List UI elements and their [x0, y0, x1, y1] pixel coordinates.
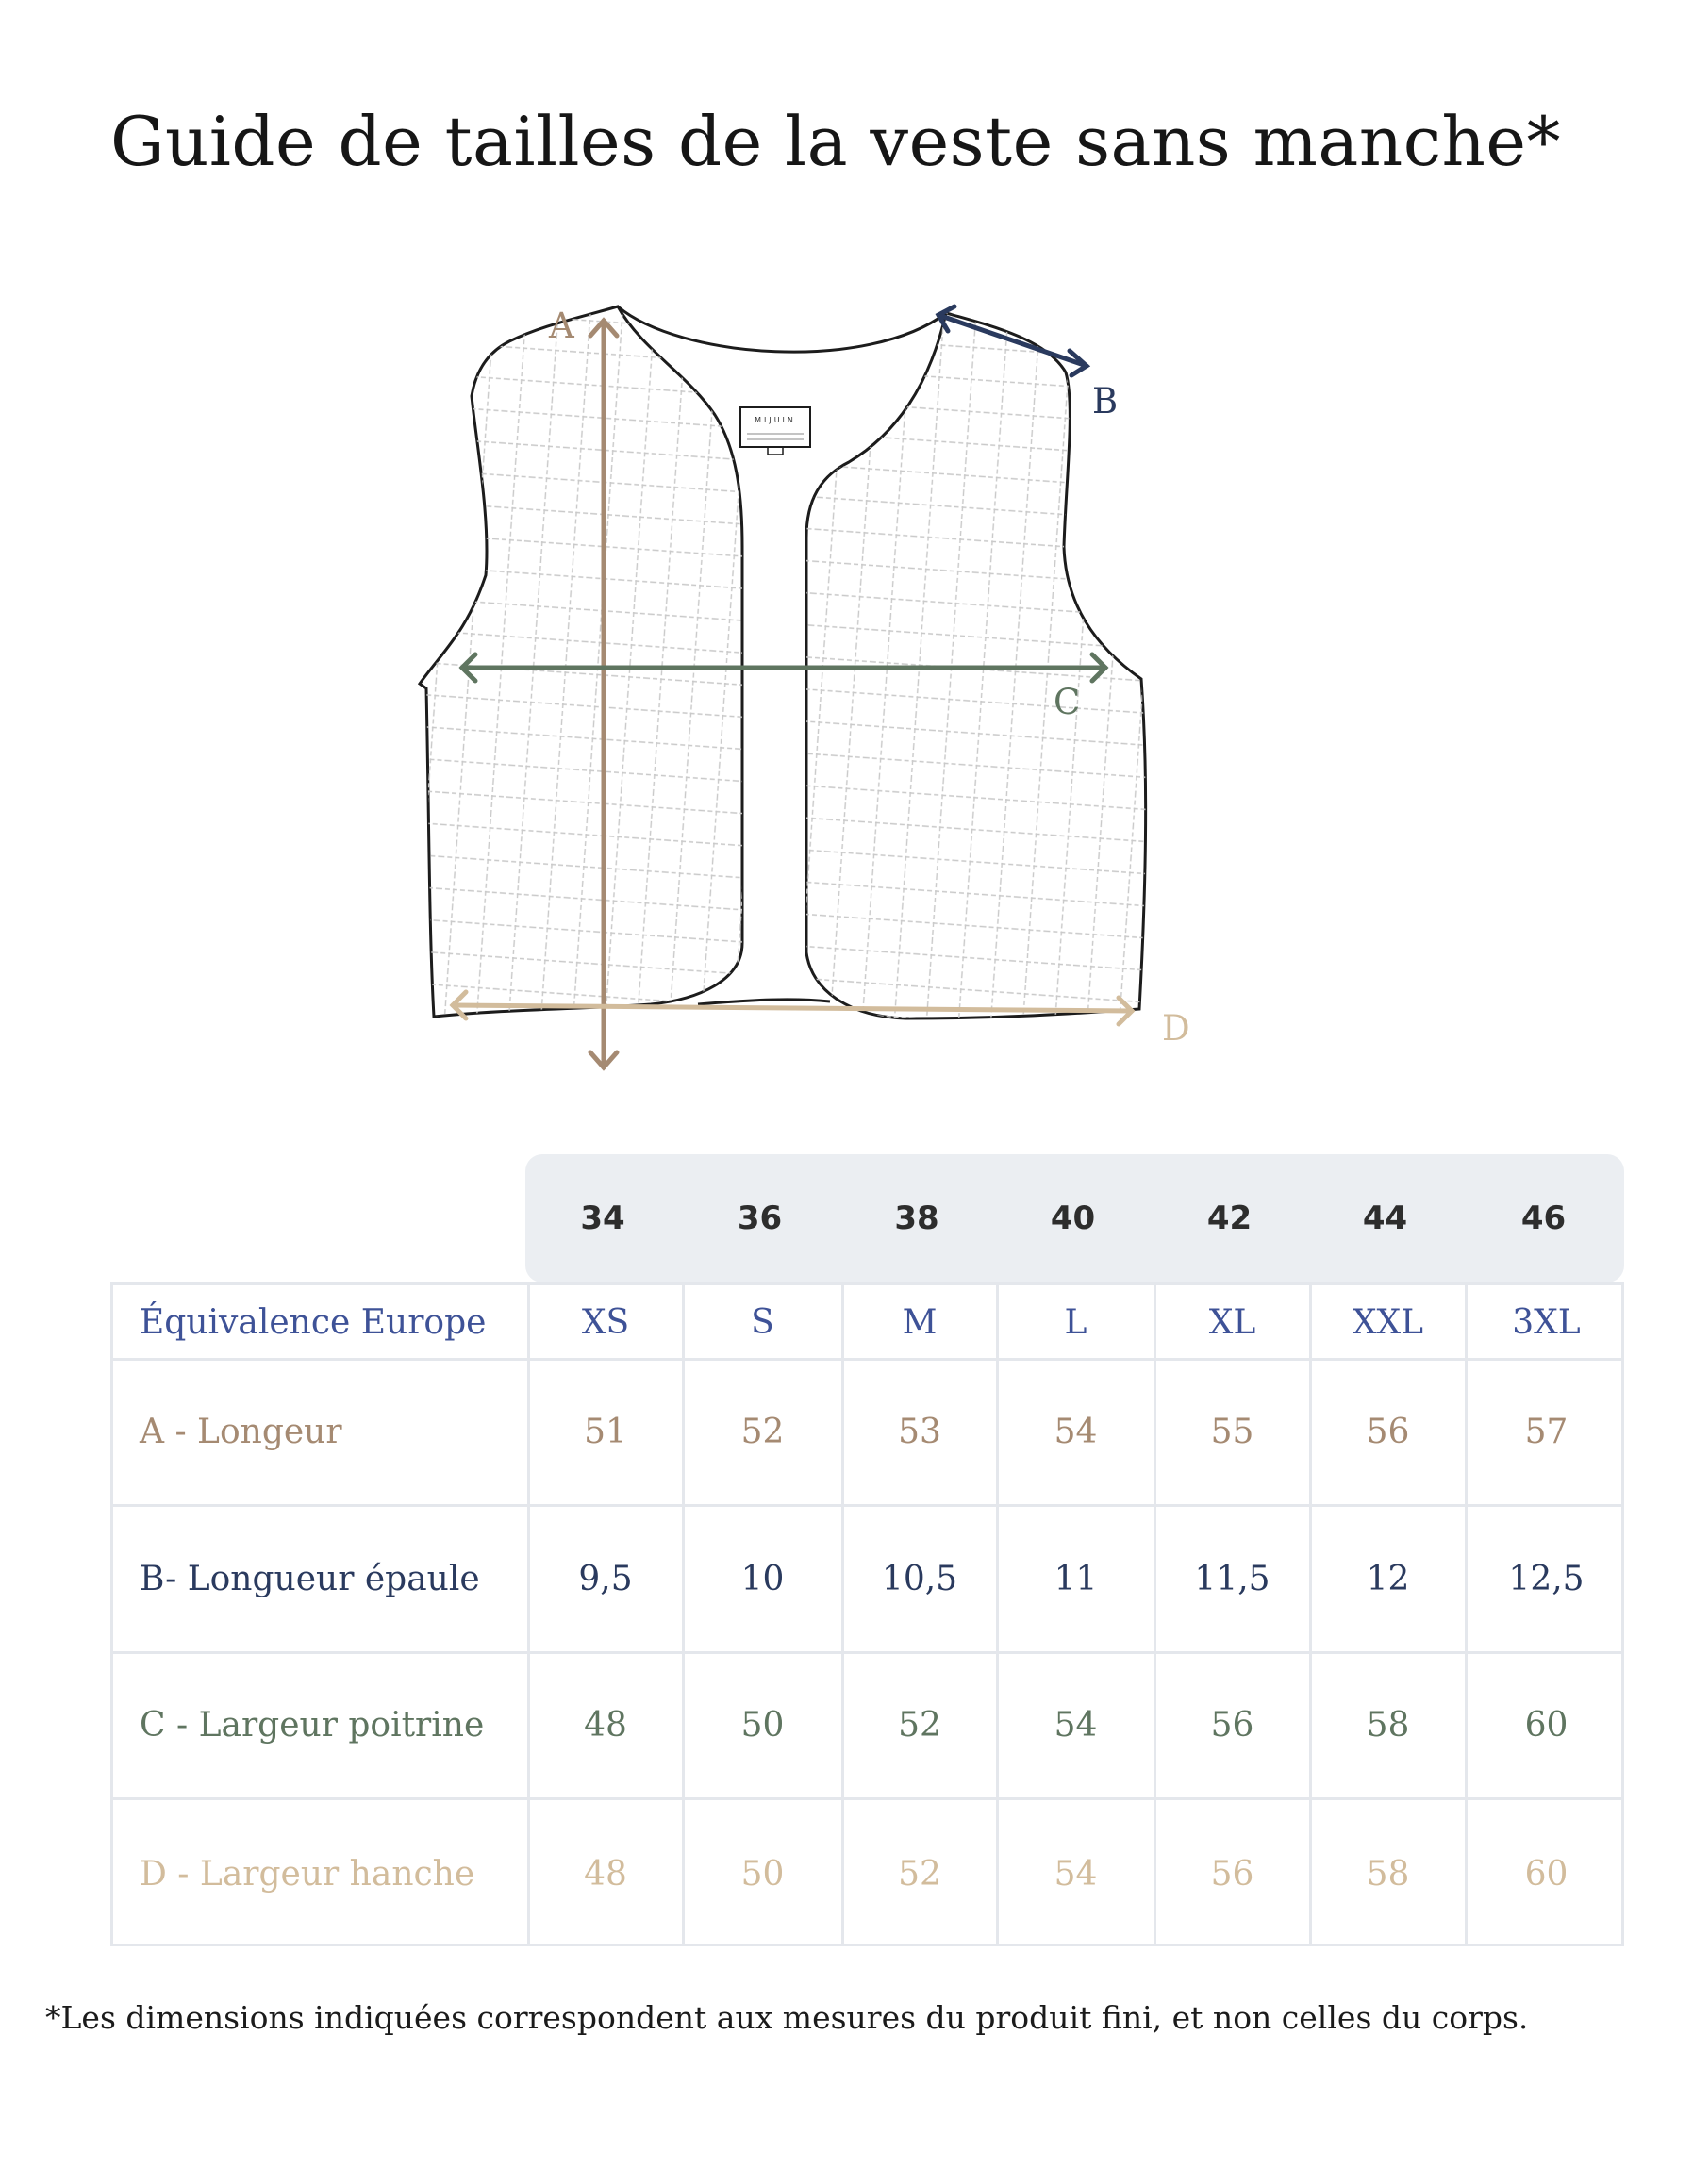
table-cell: 54 — [1054, 1854, 1098, 1894]
table-cell: 48 — [584, 1706, 627, 1745]
size-header-44: 44 — [1362, 1200, 1408, 1237]
footnote: *Les dimensions indiquées correspondent aux mesures du produit fini, et non celles du corps. — [45, 1999, 1529, 2036]
size-header-42: 42 — [1206, 1200, 1253, 1237]
label-a: A — [549, 306, 574, 346]
table-cell: 58 — [1366, 1854, 1410, 1894]
back-neckline — [618, 306, 946, 352]
row-label: D - Largeur hanche — [140, 1854, 475, 1894]
back-hem — [698, 1000, 830, 1004]
label-c: C — [1054, 682, 1081, 722]
table-cell: 11 — [1054, 1559, 1098, 1598]
table-cell: S — [751, 1302, 774, 1342]
table-cell: 10 — [740, 1559, 785, 1598]
size-header-40: 40 — [1050, 1200, 1096, 1237]
vest-diagram — [415, 292, 1226, 1122]
label-b: B — [1092, 381, 1119, 422]
table-cell: 54 — [1054, 1413, 1098, 1451]
table-cell: 12 — [1366, 1559, 1410, 1598]
row-label: A - Longeur — [140, 1413, 342, 1451]
table-cell: 55 — [1210, 1413, 1254, 1451]
table-cell: 9,5 — [578, 1559, 633, 1598]
brand-tag-text: MIJUIN — [755, 416, 796, 424]
table-cell: 50 — [740, 1706, 785, 1745]
table-cell: 52 — [740, 1413, 785, 1451]
table-cell: 56 — [1366, 1413, 1410, 1451]
brand-tag — [740, 407, 810, 447]
table-cell: 58 — [1366, 1706, 1410, 1745]
table-cell: L — [1064, 1302, 1087, 1342]
row-label: B- Longueur épaule — [140, 1559, 480, 1598]
table-cell: 50 — [740, 1854, 785, 1894]
table-cell: 51 — [584, 1413, 627, 1451]
table-cell: 11,5 — [1194, 1559, 1270, 1598]
table-cell: 60 — [1524, 1854, 1569, 1894]
table-cell: 53 — [898, 1413, 941, 1451]
row-label: Équivalence Europe — [140, 1302, 487, 1342]
table-cell: XL — [1208, 1302, 1256, 1342]
label-d: D — [1162, 1008, 1190, 1049]
table-cell: 56 — [1210, 1854, 1254, 1894]
table-cell: 60 — [1524, 1706, 1569, 1745]
size-header-36: 36 — [737, 1200, 783, 1237]
table-cell: 52 — [898, 1706, 941, 1745]
page-title: Guide de tailles de la veste sans manche* — [110, 102, 1562, 181]
table-cell: 3XL — [1512, 1302, 1581, 1342]
table-cell: 54 — [1054, 1706, 1098, 1745]
table-cell: 52 — [898, 1854, 941, 1894]
table-cell: 12,5 — [1508, 1559, 1585, 1598]
table-cell: 57 — [1524, 1413, 1569, 1451]
size-header-34: 34 — [580, 1200, 625, 1237]
size-header-38: 38 — [894, 1200, 939, 1237]
table-cell: 56 — [1210, 1706, 1254, 1745]
row-label: C - Largeur poitrine — [140, 1706, 485, 1745]
table-cell: 48 — [584, 1854, 627, 1894]
table-cell: 10,5 — [881, 1559, 958, 1598]
size-table — [110, 1282, 1624, 1946]
vest-illustration — [415, 292, 1226, 1122]
size-header-46: 46 — [1520, 1200, 1567, 1237]
table-cell: XXL — [1352, 1302, 1424, 1342]
table-cell: XS — [581, 1302, 630, 1342]
table-cell: M — [902, 1302, 938, 1342]
